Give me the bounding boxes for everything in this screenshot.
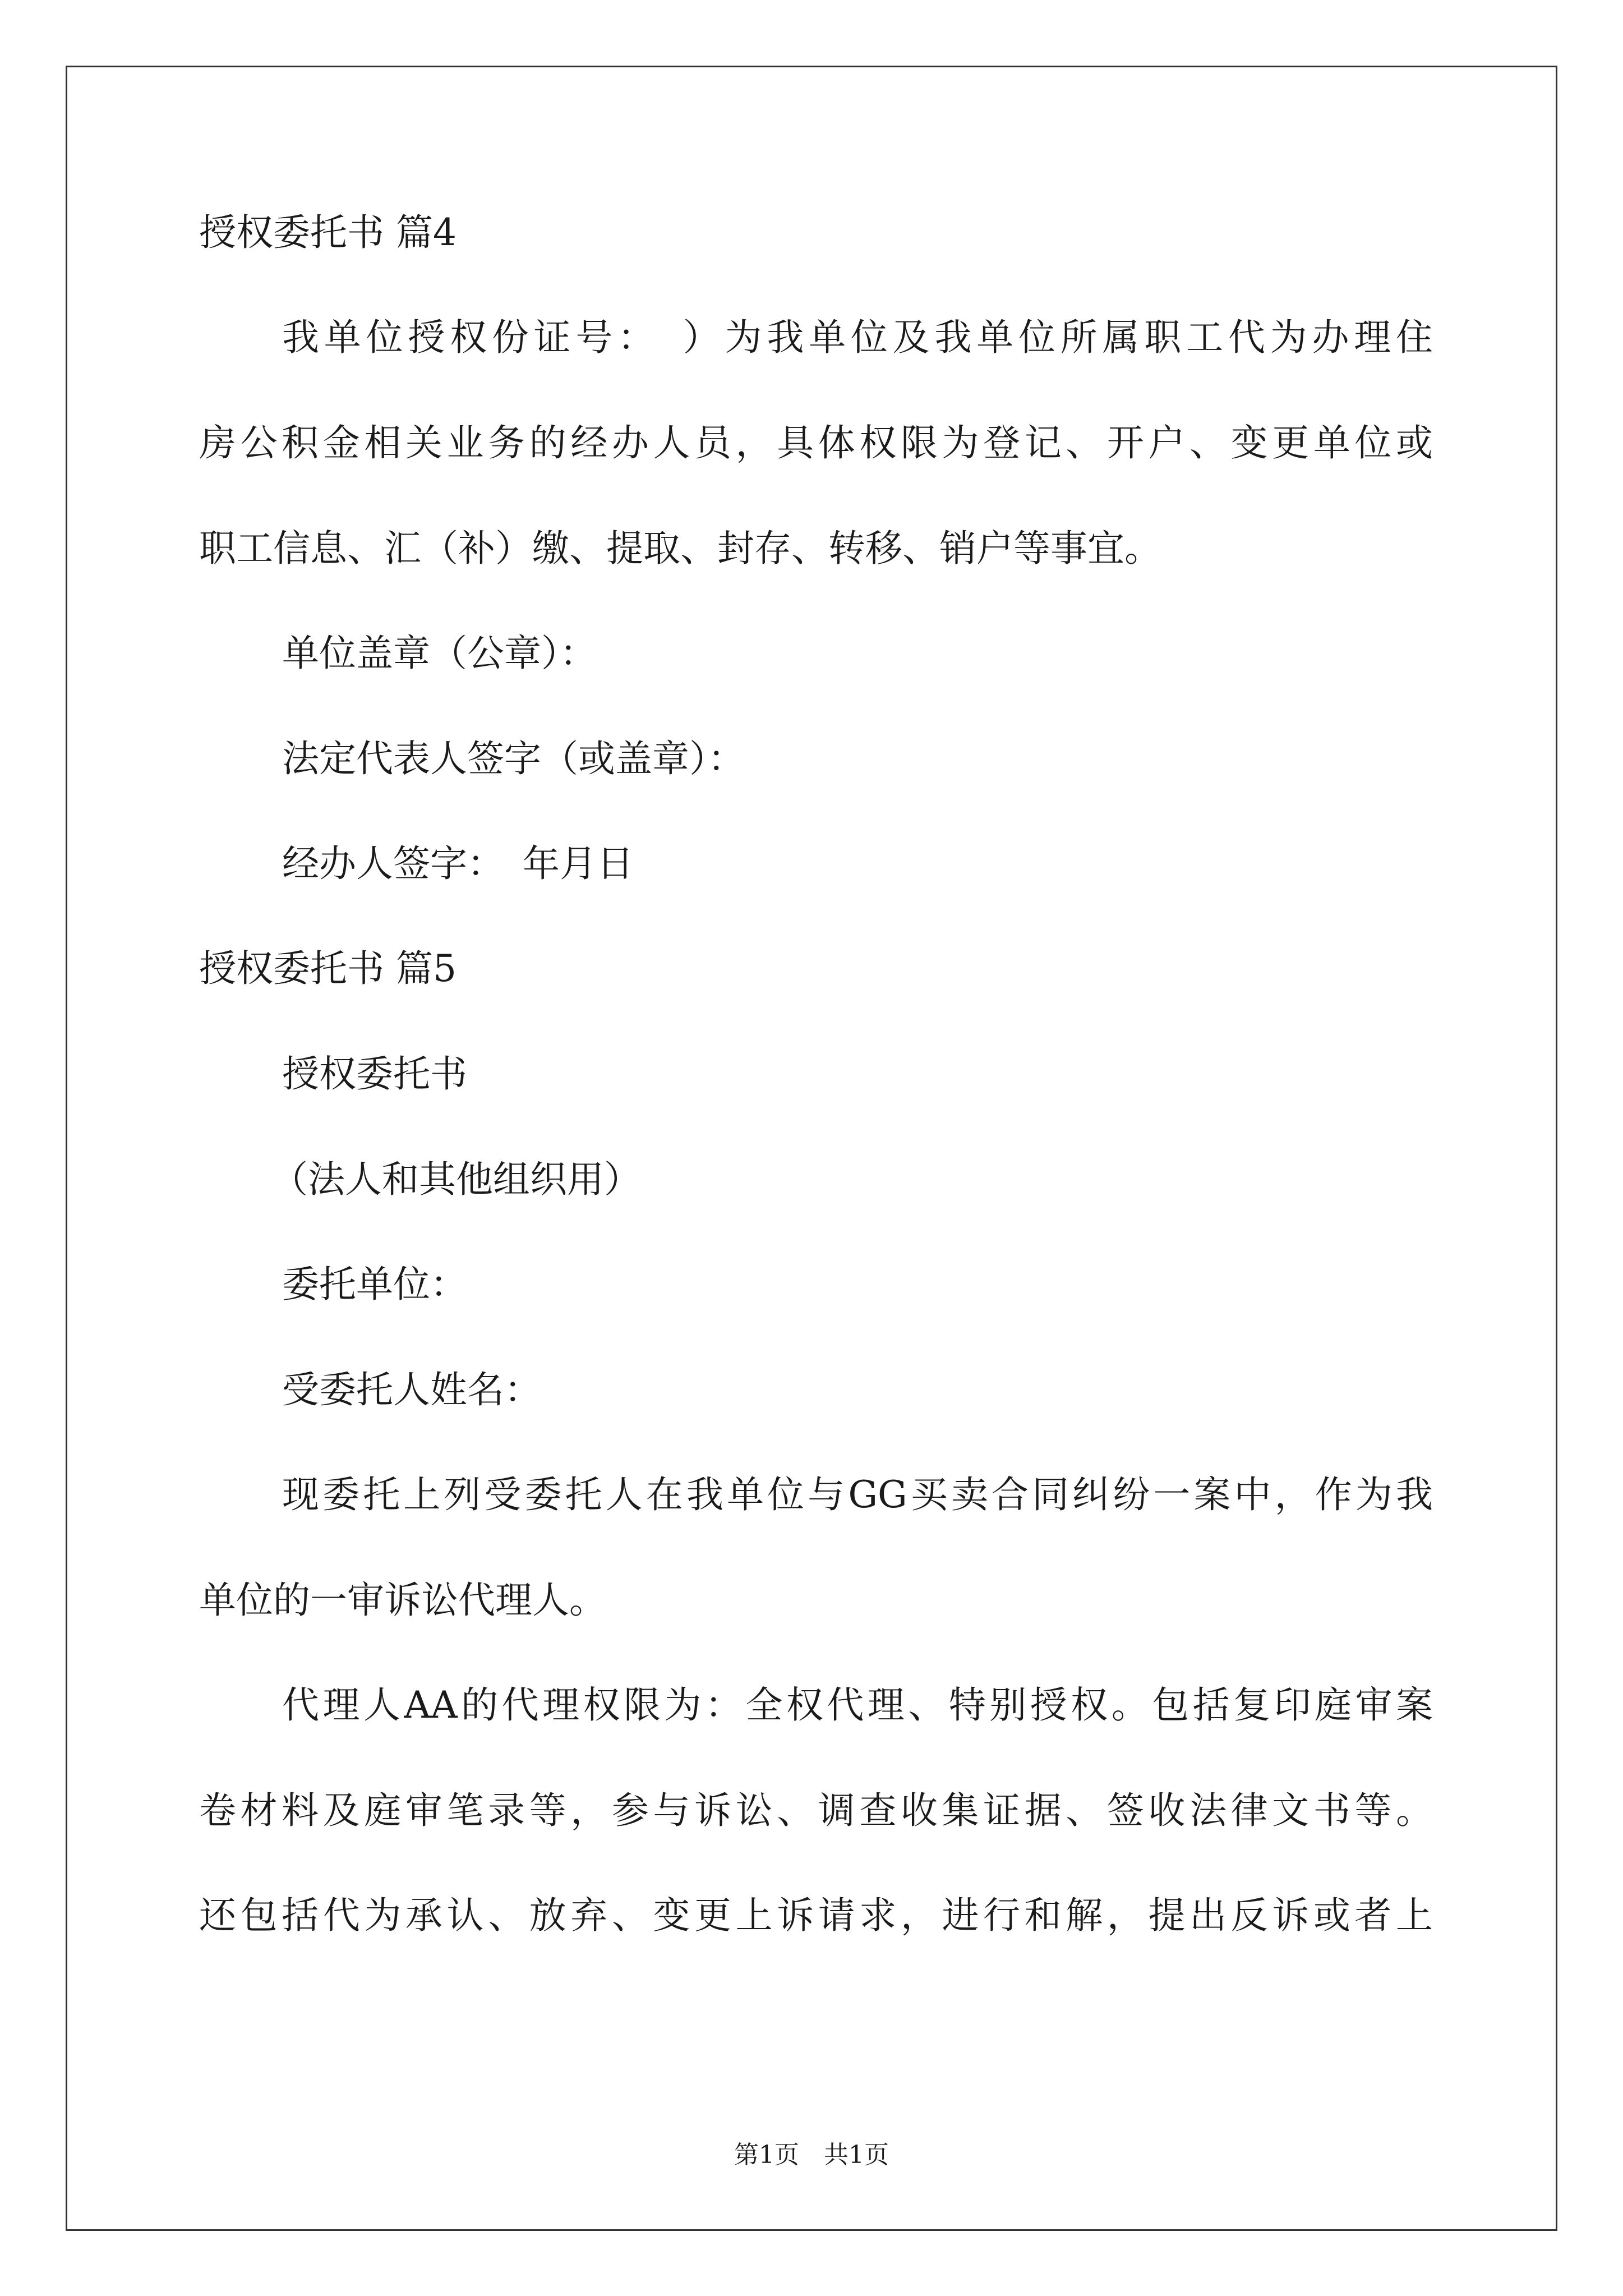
- document-title: 授权委托书: [282, 1052, 467, 1096]
- paragraph-line: 还包括代为承认、放弃、变更上诉请求，进行和解，提出反诉或者上: [199, 1894, 1433, 1937]
- agent-name-label: 受委托人姓名：: [282, 1368, 541, 1411]
- entrusting-unit-label: 委托单位：: [282, 1263, 467, 1306]
- agent-signature-line: 经办人签字： 年月日: [282, 842, 634, 885]
- section-heading-5: 授权委托书 篇5: [199, 947, 457, 990]
- seal-line: 单位盖章（公章）：: [282, 632, 597, 675]
- page-footer: 第1页 共1页: [734, 2141, 889, 2169]
- paragraph-line: 代理人AA的代理权限为：全权代理、特别授权。包括复印庭审案: [282, 1683, 1433, 1727]
- paragraph-line: 房公积金相关业务的经办人员，具体权限为登记、开户、变更单位或: [199, 421, 1433, 464]
- paragraph-line: 卷材料及庭审笔录等，参与诉讼、调查收集证据、签收法律文书等。: [199, 1789, 1433, 1832]
- paragraph-line: 单位的一审诉讼代理人。: [199, 1579, 606, 1622]
- legal-rep-signature-line: 法定代表人签字（或盖章）：: [282, 737, 745, 780]
- section-heading-4: 授权委托书 篇4: [199, 211, 457, 254]
- document-subtitle: （法人和其他组织用）: [271, 1158, 641, 1201]
- paragraph-line: 现委托上列受委托人在我单位与GG买卖合同纠纷一案中，作为我: [282, 1473, 1433, 1516]
- paragraph-line: 职工信息、汇（补）缴、提取、封存、转移、销户等事宜。: [199, 527, 1161, 570]
- paragraph-line: 我单位授权份证号： ）为我单位及我单位所属职工代为办理住: [282, 316, 1433, 359]
